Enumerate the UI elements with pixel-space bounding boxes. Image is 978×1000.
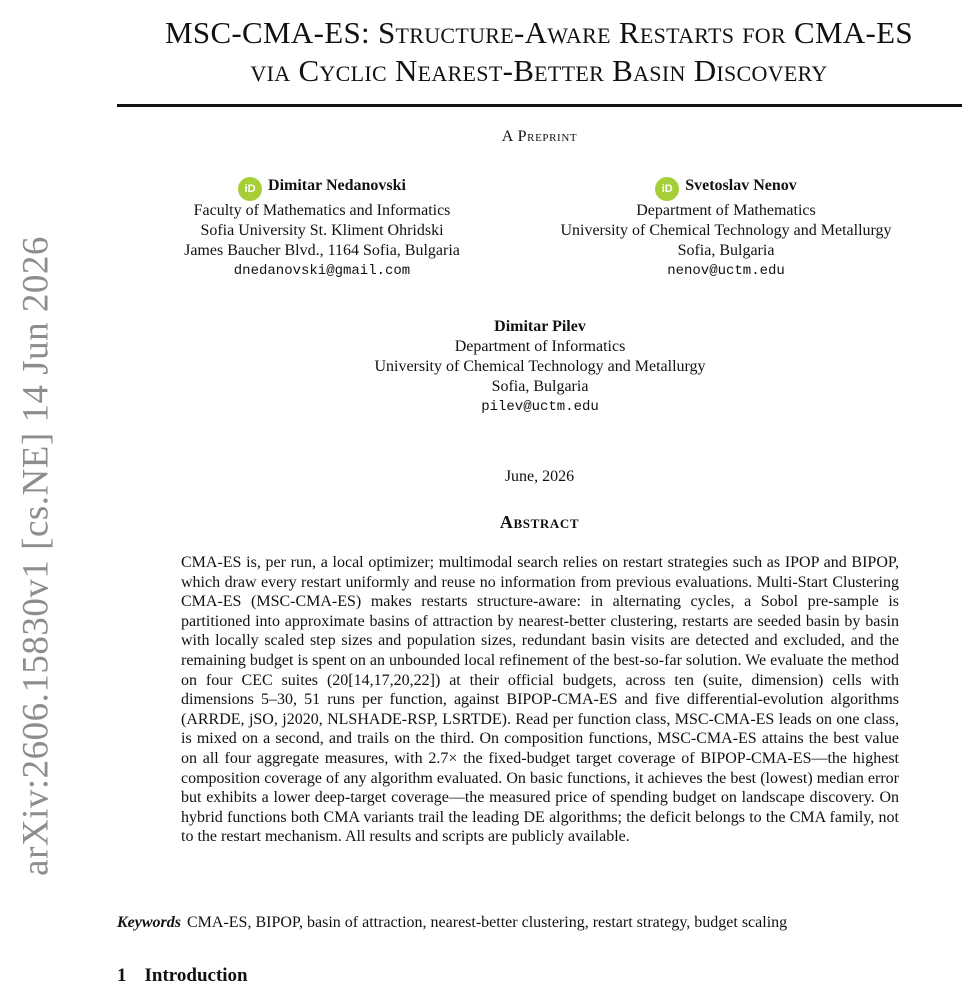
title-line: via Cyclic Nearest-Better Basin Discovery <box>250 53 828 88</box>
section-title: Introduction <box>144 965 248 986</box>
author-block <box>152 176 492 281</box>
abstract-heading: Abstract <box>499 512 580 532</box>
author-name-line <box>521 176 931 201</box>
author-email[interactable]: pilev@uctm.edu <box>481 399 599 415</box>
author-affiliation: Sofia University St. Kliment Ohridski <box>200 222 444 239</box>
section-number: 1 <box>117 965 127 986</box>
abstract-body: CMA-ES is, per run, a local optimizer; multimodal search relies on restart strategies such as IPOP and BIPOP, which draw every restart uniformly and reuse no information from previous evaluations. Multi-Start Clustering CMA-ES (MSC-CMA-ES) makes restarts structure-aware: in alternating cycles, a Sobol pre-sample is partitioned into approximate basins of attraction by nearest-better clustering, restarts are seeded basin by basin with locally scaled step sizes and population sizes, redundant basin visits are detected and excluded, and the remaining budget is spent on an unbounded local refinement of the best-so-far solution. We evaluate the method on four CEC suites (20[14,17,20,22]) at their official budgets, across ten (suite, dimension) cells with dimensions 5–30, 51 runs per function, against BIPOP-CMA-ES and five differential-evolution algorithms (ARRDE, jSO, j2020, NLSHADE-RSP, LSRTDE). Read per function class, MSC-CMA-ES leads on one class, is mixed on a second, and trails on the third. On composition functions, MSC-CMA-ES attains the best value on all four aggregate measures, with 2.7× the fixed-budget target coverage of BIPOP-CMA-ES—the highest composition coverage of any algorithm evaluated. On basic functions, it achieves the best (lowest) median error but exhibits a lower deep-target coverage—the measured price of spending budget on landscape discovery. On hybrid functions both CMA variants trail the leading DE algorithms; the deficit belongs to the CMA family, not to the restart mechanism. All results and scripts are publicly available. <box>181 554 899 846</box>
keywords-line <box>117 914 962 932</box>
paper-title <box>100 14 978 90</box>
author-affiliation: University of Chemical Technology and Metallurgy <box>374 358 706 375</box>
author-block <box>320 317 760 417</box>
author-affiliation: Faculty of Mathematics and Informatics <box>193 202 451 219</box>
author-name: Dimitar Nedanovski <box>268 177 406 194</box>
keywords-text: CMA-ES, BIPOP, basin of attraction, nearest-better clustering, restart strategy, budget scaling <box>187 914 788 931</box>
orcid-icon[interactable]: iD <box>655 177 679 201</box>
preprint-label: A Preprint <box>501 128 578 145</box>
author-name-line <box>152 176 492 201</box>
author-email[interactable]: dnedanovski@gmail.com <box>233 263 411 279</box>
author-name: Dimitar Pilev <box>494 318 586 335</box>
publication-date: June, 2026 <box>504 468 575 485</box>
author-name: Svetoslav Nenov <box>685 177 797 194</box>
orcid-icon[interactable]: iD <box>238 177 262 201</box>
title-rule <box>117 104 962 107</box>
author-affiliation: University of Chemical Technology and Metallurgy <box>560 222 892 239</box>
author-affiliation: Sofia, Bulgaria <box>677 242 775 259</box>
arxiv-identifier: arXiv:2606.15830v1 [cs.NE] 14 Jun 2026 <box>15 236 57 876</box>
author-affiliation: Sofia, Bulgaria <box>491 378 589 395</box>
author-affiliation: Department of Informatics <box>454 338 626 355</box>
author-email[interactable]: nenov@uctm.edu <box>667 263 785 279</box>
author-affiliation: Department of Mathematics <box>636 202 816 219</box>
arxiv-side-stamp <box>0 0 60 1000</box>
section-heading <box>117 965 248 987</box>
title-line: MSC-CMA-ES: Structure-Aware Restarts for CMA-ES <box>165 15 913 50</box>
author-affiliation: James Baucher Blvd., 1164 Sofia, Bulgaria <box>184 242 460 259</box>
keywords-label: Keywords <box>117 914 181 931</box>
author-block <box>521 176 931 281</box>
